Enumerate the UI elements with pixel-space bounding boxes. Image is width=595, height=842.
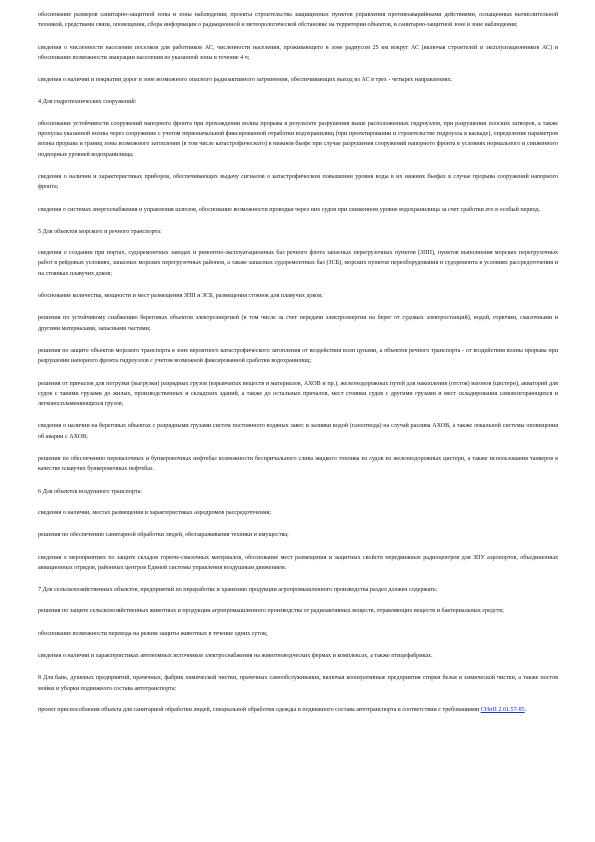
paragraph-with-link <box>38 705 558 715</box>
section-heading: 6 Для объектов воздушного транспорта: <box>38 488 142 495</box>
document-page <box>38 10 558 715</box>
paragraph: решения по обеспечению перевалочных и бункеровочных нефтебаз возможности беспричального слива жидкого топлива из судов из железнодорожных цистерн, а также использования танкеров в качестве плавучих бункеровочных нефтебаз. <box>38 456 558 473</box>
paragraph: обоснование размеров санитарно-защитной зоны и зоны наблюдения; проекты строительства защищенных пунктов управления противоаварийными действиями, оснащенных вычислительной техникой, средствами связи, оповещения, сбора информации о радиационной и метеорологической обстановке на территории объектов, в санитарно-защитной зоне и зоне наблюдения; <box>38 12 558 29</box>
paragraph: сведения о системах энергоснабжения и управления шлюзов, обоснование возможности проводки через них судов при сниженном уровне водохранилища за счет сработки его в особый период. <box>38 206 541 213</box>
paragraph: решения по обеспечению санитарной обработки людей, обеззараживания техники и имущества; <box>38 532 289 539</box>
paragraph: решения по защите сельскохозяйственных животных и продукции агропромышленного производства от радиоактивных веществ, отравляющих веществ и бактериальных средств; <box>38 608 504 615</box>
section-heading: 4 Для гидротехнических сооружений: <box>38 99 137 106</box>
paragraph: сведения о наличии и характеристиках автономных источников электроснабжения на животноводческих фермах и комплексах, а также птицефабриках. <box>38 652 433 659</box>
paragraph: решения от причалов для погрузки (выгрузки) разрядных грузов (взрывчатых веществ и материалов, АХОВ и пр.), железнодорожных путей для накопления (отстоя) вагонов (цистерн), акваторий для судов с такими грузами до жилых, производственных и складских зданий, а также до остальных причалов, мест стоянки судов с другими грузами и мест складирования самовозгорающихся и легковоспламеняющихся грузов; <box>38 380 558 408</box>
paragraph: обоснование возможности перевода на режим защиты животных в течение одних суток; <box>38 630 268 637</box>
paragraph-text: проект приспособления объекта для санитарной обработки людей, специальной обработки одежды и подвижного состава автотранспорта в соответствии с требованиями <box>38 706 481 713</box>
paragraph: решения по защите объектов морского транспорта в зоне вероятного катастрофического затопления от воздействия волн цунами, а объектов речного транспорта - от воздействия волны прорыва при разрушении напорного фронта гидроузлов с учетом возможной фиксированной сработки водохранилищ; <box>38 347 558 365</box>
section-heading: 7 Для сельскохозяйственных объектов, предприятий по переработке и хранению продукции агропромышленного производства раздел должен содержать: <box>38 587 438 594</box>
section-heading: 5 Для объектов морского и речного транспорта: <box>38 228 162 235</box>
snip-document-link[interactable]: СНиП 2.01.57-85 <box>480 706 525 713</box>
paragraph-end: . <box>524 706 527 713</box>
paragraph: сведения о мероприятиях по защите складов горюче-смазочных материалов, обоснование мест размещения и защитных свойств передвижных радиоцентров для ЗПУ аэропортов, объединенных авиационных отрядов, районных центров Единой системы управления воздушным движением. <box>38 554 558 571</box>
paragraph: сведения о численности населения поселков для работников АС, численности населения, проживающего в зоне радиусом 25 км вокруг АС (включая строителей и эксплуатационников АС) и обоснование возможности эвакуации населения из указанной зоны в течение 4 ч; <box>38 44 558 61</box>
paragraph: обоснование устойчивости сооружений напорного фронта при прохождении волны прорыва в результате разрушения выше расположенных гидроузлов, при разрушении плоских затворов, а также пропуска указанной волны через сооружение с учетом первоначальной фиксированной отработки водохранилищ (при проектировании и строительстве гидроузла в каскаде), определение параметров волны прорыва и границ зоны возможного затопления (в том числе катастрофического) в нижнем бьефе при случае разрушения сооружений напорного фронта в условиях нормального и сниженного подпорных уровней водохранилища; <box>38 120 558 158</box>
paragraph: сведения о наличии и характеристиках приборов, обеспечивающих выдачу сигналов о катастрофическом повышении уровня воды в их нижних бьефах в случае прорыва сооружений напорного фронта; <box>38 173 558 191</box>
section-heading: 8 Для бань, душевых предприятий, прачечных, фабрик химической чистки, прачечных самообслуживания, включая кооперативные предприятия стирки белья и химической чистки, а также постов мойки и уборки подвижного состава автотранспорта: <box>38 675 558 692</box>
paragraph: сведения о наличии, местах размещения и характеристиках аэродромов рассредоточения; <box>38 509 271 516</box>
paragraph: сведения о создании при портах, судоремонтных заводах и ремонтно-эксплуатационных баз речного флота запасных перегрузочных пунктов (ЗПП), пунктов выполнения морских перегрузочных работ в рейдовых условиях, запасных морских перегрузочных районов, а также запасных судоремонтных баз (ЗСБ), морских пунктов переоборудования и судоремонта в условиях рассредоточения и на стоянках плавучих доков; <box>38 250 558 277</box>
paragraph: решения по устойчивому снабжению береговых объектов электроэнергией (в том числе за счет передачи электроэнергии на берег от судовых электростанций), водой, горючим, смазочными и другими материалами, запасными частями; <box>38 315 558 332</box>
paragraph: сведения о наличии и покрытии дорог в зоне возможного опасного радиоактивного загрязнения, обеспечивающих выход из АС в трех - четырех направлениях. <box>38 77 453 84</box>
paragraph: обоснование количества, мощности и мест размещения ЗПП и ЗСБ, размещения стоянок для плавучих доков; <box>38 293 323 300</box>
paragraph: сведения о наличии на береговых объектах с разрядными грузами систем постоянного водяных завес и заливки водой (газоотвода) на случай разлива АХОВ, а также локальной системы оповещения об аварии с АХОВ; <box>38 423 558 440</box>
